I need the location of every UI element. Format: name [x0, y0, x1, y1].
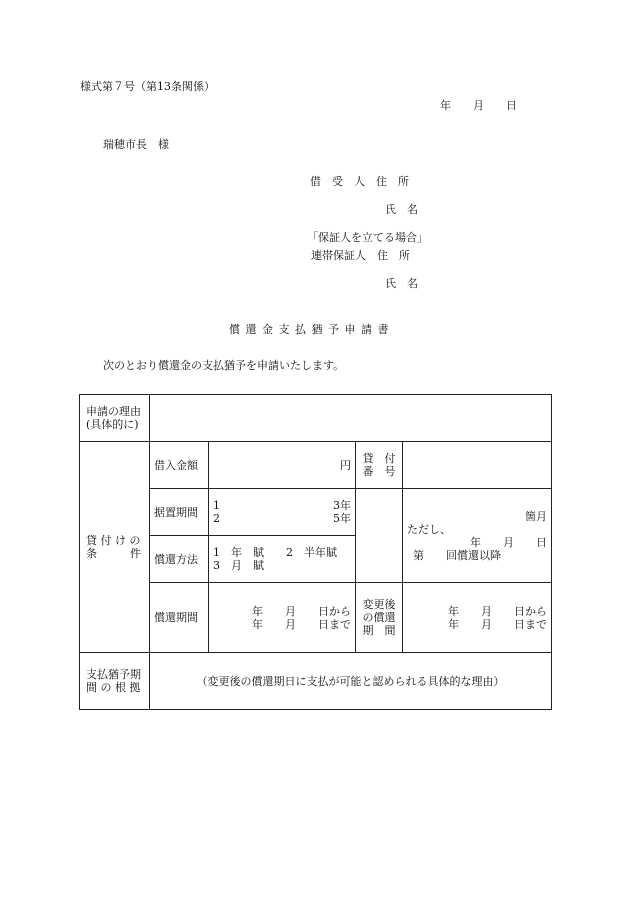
- changed-period-field[interactable]: [403, 583, 552, 653]
- intro-text: 次のとおり償還金の支払猶予を申請いたします。: [103, 359, 345, 372]
- reason-row: [80, 395, 552, 442]
- basis-label-line1: 支払猶予期: [86, 668, 141, 681]
- deferment-option-1-value: 3年: [333, 499, 351, 512]
- borrower-name-label: 氏 名: [385, 203, 418, 216]
- period-row: [80, 583, 552, 653]
- basis-label-line2: 間 の 根 拠: [86, 681, 141, 694]
- loan-number-label: [356, 442, 403, 489]
- loan-number-field[interactable]: [403, 442, 552, 489]
- changed-period-to: 年 月 日まで: [448, 617, 547, 631]
- conditions-label-line1: 貸 付 け の: [86, 534, 141, 547]
- changed-label-line3: 期 間: [362, 624, 396, 637]
- repayment-period-field[interactable]: [209, 583, 356, 653]
- application-table: [79, 394, 552, 710]
- borrower-address-label: 借 受 人 住 所: [310, 175, 409, 188]
- deferment-options[interactable]: [209, 489, 356, 536]
- loan-number-label-line2: 番 号: [362, 465, 396, 478]
- guarantor-name-label: 氏 名: [385, 277, 418, 290]
- basis-field[interactable]: [150, 653, 552, 710]
- deferment-date: 年 月 日: [470, 535, 547, 549]
- tadashi-text: ただし、: [407, 522, 451, 536]
- deferment-option-2-num: 2: [213, 512, 220, 525]
- conditions-label-line2: 条 件: [86, 547, 141, 560]
- method-options-line1: 1 年 賦 2 半年賦: [213, 546, 337, 559]
- addressee: 瑞穂市長 様: [103, 138, 169, 151]
- guarantor-note: 「保証人を立てる場合」: [307, 231, 428, 244]
- conditions-label: [80, 442, 150, 653]
- basis-hint-text: （変更後の償還期日に支払が可能と認められる具体的な理由）: [196, 674, 505, 688]
- loan-number-label-line1: 貸 付: [362, 452, 396, 465]
- loan-amount-row: [80, 442, 552, 489]
- repayment-period-label: 償還期間: [150, 583, 209, 653]
- basis-row: [80, 653, 552, 710]
- method-options-line2: 3 月 賦: [213, 559, 264, 572]
- document-title: 償 還 金 支 払 猶 予 申 請 書: [229, 323, 390, 336]
- changed-period-label: [356, 583, 403, 653]
- deferment-option-1-num: 1: [213, 499, 220, 512]
- basis-label: [80, 653, 150, 710]
- guarantor-address-label: 連帯保証人 住 所: [311, 249, 410, 262]
- loan-amount-field[interactable]: [209, 442, 356, 489]
- reason-label-line2: (具体的に): [86, 418, 139, 431]
- months-unit: 箇月: [525, 509, 547, 523]
- reason-label-line1: 申請の理由: [86, 405, 141, 418]
- reason-label: [80, 395, 150, 442]
- date-line: 年 月 日: [440, 99, 517, 112]
- loan-amount-label: 借入金額: [150, 442, 209, 489]
- changed-label-line2: の償還: [362, 611, 396, 624]
- from-installment: 第 回償還以降: [413, 548, 501, 562]
- deferment-option-2-value: 5年: [333, 512, 351, 525]
- form-number: 様式第７号（第13条関係）: [80, 80, 215, 93]
- period-from: 年 月 日から: [252, 604, 351, 618]
- deferment-label: 据置期間: [150, 489, 209, 536]
- changed-label-line1: 変更後: [362, 598, 396, 611]
- yen-unit: 円: [340, 458, 351, 472]
- deferment-blank: [356, 489, 403, 583]
- reason-field[interactable]: [150, 395, 552, 442]
- method-options[interactable]: [209, 536, 356, 583]
- deferment-detail[interactable]: [403, 489, 552, 583]
- deferment-row: [80, 489, 552, 536]
- changed-period-from: 年 月 日から: [448, 604, 547, 618]
- period-to: 年 月 日まで: [252, 617, 351, 631]
- method-label: 償還方法: [150, 536, 209, 583]
